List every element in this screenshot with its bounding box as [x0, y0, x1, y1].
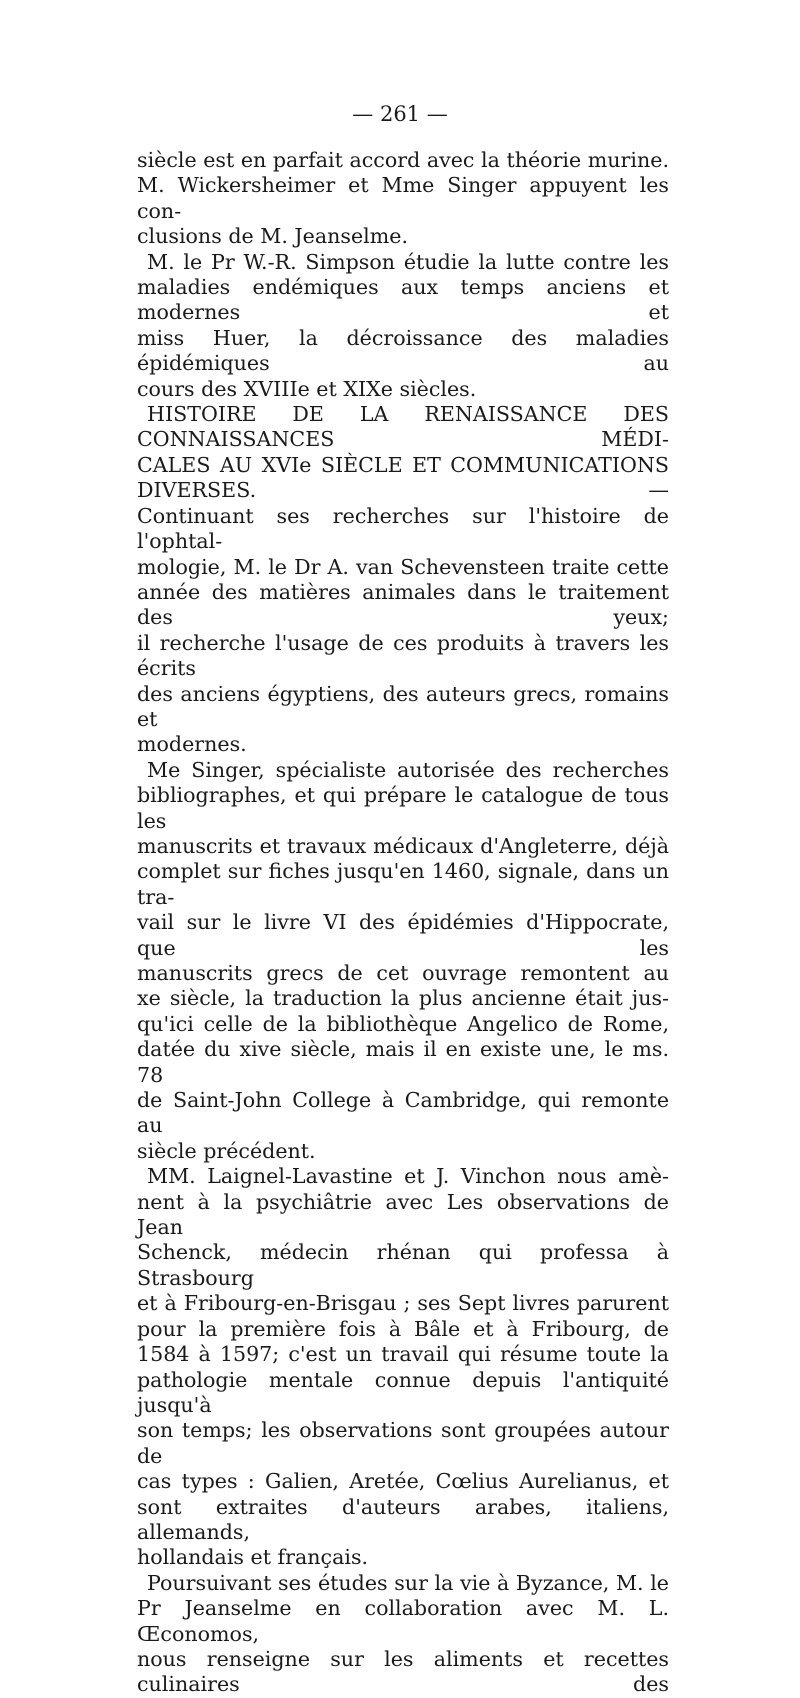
- text-line: clusions de M. Jeanselme.: [137, 224, 408, 249]
- text-line: vail sur le livre VI des épidémies d'Hippocrate, que les: [137, 910, 669, 960]
- text-line: miss Huer, la décroissance des maladies épidémiques au: [137, 325, 669, 376]
- text-line: Schenck, médecin rhénan qui professa à Strasbourg: [137, 1240, 669, 1290]
- text-line: cours des XVIIIe et XIXe siècles.: [137, 376, 477, 401]
- text-line: manuscrits et travaux médicaux d'Angleterre, déjà: [137, 833, 669, 858]
- text-line: nent à la psychiâtrie avec Les observations de Jean: [137, 1189, 669, 1240]
- text-line: son temps; les observations sont groupées autour de: [137, 1418, 669, 1468]
- text-line: complet sur fiches jusqu'en 1460, signale, dans un tra-: [137, 859, 669, 909]
- text-line: M. le Pr W.-R. Simpson étudie la lutte contre les: [147, 249, 669, 274]
- text-line: des anciens égyptiens, des auteurs grecs, romains et: [137, 681, 669, 731]
- text-line: datée du xive siècle, mais il en existe une, le ms. 78: [137, 1037, 669, 1087]
- text-line: maladies endémiques aux temps anciens et modernes et: [137, 275, 669, 325]
- text-line: il recherche l'usage de ces produits à travers les écrits: [137, 630, 669, 681]
- text-line: siècle précédent.: [137, 1138, 316, 1163]
- text-line: Continuant ses recherches sur l'histoire de l'ophtal-: [137, 503, 669, 554]
- body-text: [137, 148, 669, 1698]
- text-line: de Saint-John College à Cambridge, qui remonte au: [137, 1088, 669, 1138]
- text-line: Poursuivant ses études sur la vie à Byzance, M. le: [147, 1570, 669, 1595]
- text-line: modernes.: [137, 732, 247, 757]
- text-line: nous renseigne sur les aliments et recettes culinaires des: [137, 1646, 669, 1697]
- text-line: Me Singer, spécialiste autorisée des recherches: [147, 757, 669, 782]
- text-line: 1584 à 1597; c'est un travail qui résume toute la: [137, 1342, 669, 1367]
- page-number: — 261 —: [352, 102, 448, 126]
- text-line: pathologie mentale connue depuis l'antiquité jusqu'à: [137, 1367, 669, 1417]
- text-line: bibliographes, et qui prépare le catalogue de tous les: [137, 783, 669, 833]
- text-line: M. Wickersheimer et Mme Singer appuyent les con-: [137, 173, 669, 223]
- text-line: siècle est en parfait accord avec la théorie murine.: [137, 148, 669, 172]
- text-line: et à Fribourg-en-Brisgau ; ses Sept livres parurent: [137, 1291, 669, 1316]
- text-line: cas types : Galien, Aretée, Cœlius Aurelianus, et: [137, 1469, 669, 1494]
- section-heading-line: CALES AU XVIe SIÈCLE ET COMMUNICATIONS DIVERSES. —: [137, 452, 669, 503]
- text-line: xe siècle, la traduction la plus ancienne était jus-: [137, 986, 669, 1011]
- text-line: MM. Laignel-Lavastine et J. Vinchon nous amè-: [147, 1164, 669, 1189]
- text-line: année des matières animales dans le traitement des yeux;: [137, 579, 669, 630]
- section-heading-line: HISTOIRE DE LA RENAISSANCE DES CONNAISSANCES MÉDI-: [137, 402, 669, 452]
- text-line: Pr Jeanselme en collaboration avec M. L. Œconomos,: [137, 1596, 669, 1646]
- text-line: qu'ici celle de la bibliothèque Angelico de Rome,: [137, 1011, 669, 1036]
- text-line: sont extraites d'auteurs arabes, italiens, allemands,: [137, 1494, 669, 1544]
- text-line: mologie, M. le Dr A. van Schevensteen traite cette: [137, 554, 669, 579]
- text-line: pour la première fois à Bâle et à Fribourg, de: [137, 1316, 669, 1341]
- text-line: manuscrits grecs de cet ouvrage remontent au: [137, 961, 669, 985]
- text-line: hollandais et français.: [137, 1545, 369, 1570]
